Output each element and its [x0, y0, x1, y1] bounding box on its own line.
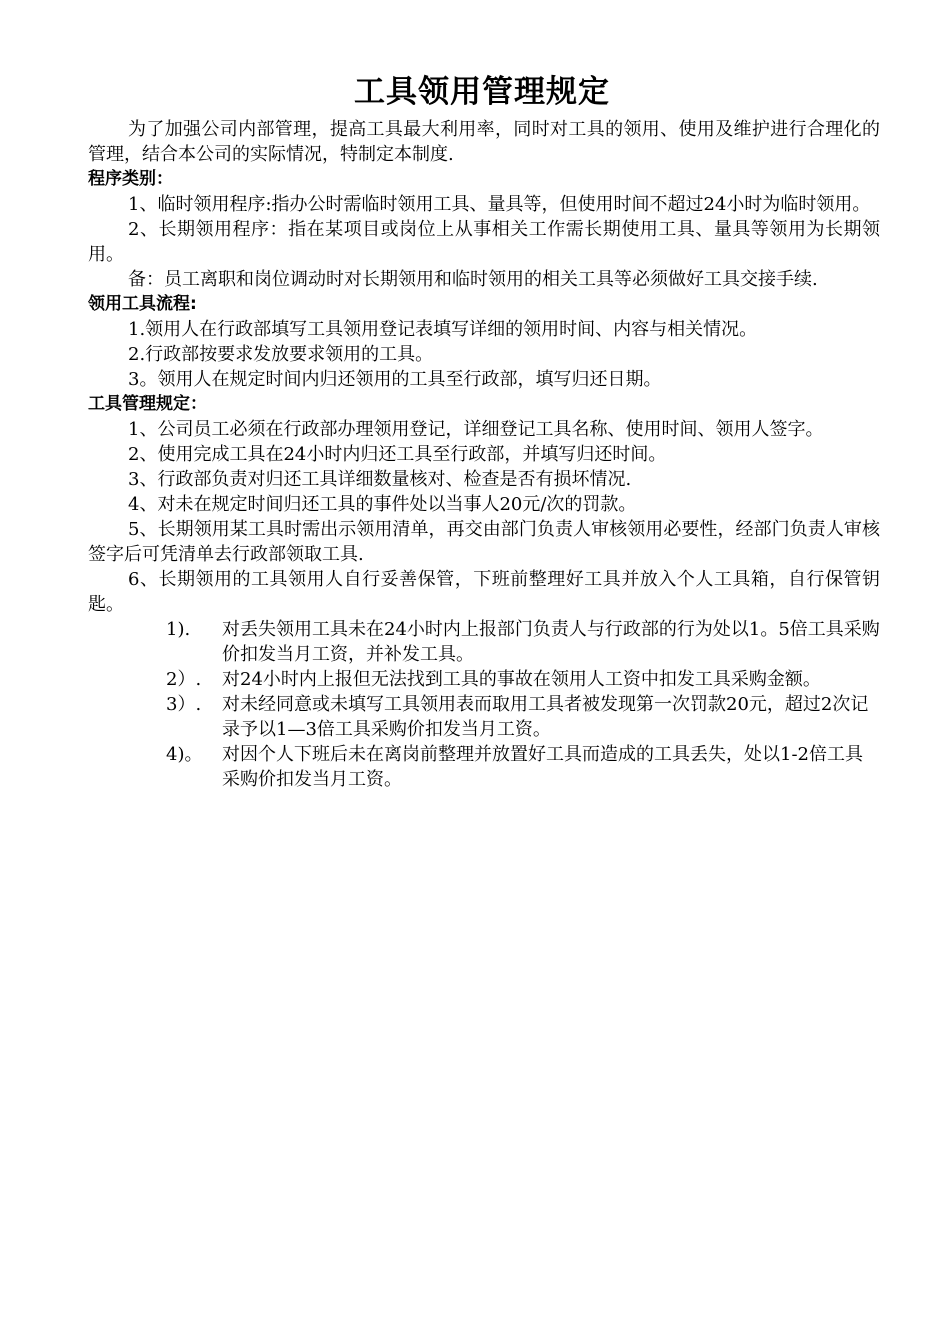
section-heading-process: 领用工具流程: [88, 294, 197, 314]
paragraph-note: 备：员工离职和岗位调动时对长期领用和临时领用的相关工具等必须做好工具交接手续. [128, 269, 818, 290]
sub-item-text: 对丢失领用工具未在24小时内上报部门负责人与行政部的行为处以1。5倍工具采购价扣发当月工资，并补发工具。 [222, 619, 880, 665]
paragraph-process-step-3: 3。领用人在规定时间内归还领用的工具至行政部，填写归还日期。 [128, 369, 662, 390]
sub-item-text: 对24小时内上报但无法找到工具的事故在领用人工资中扣发工具采购金额。 [222, 669, 821, 690]
document-title: 工具领用管理规定 [354, 74, 610, 110]
sub-item-1 [88, 617, 880, 667]
paragraph-rule-2: 2、使用完成工具在24小时内归还工具至行政部，并填写归还时间。 [128, 444, 667, 465]
paragraph-long-term-use: 2、长期领用程序：指在某项目或岗位上从事相关工作需长期使用工具、量具等领用为长期领用。 [88, 219, 880, 265]
paragraph-temporary-use: 1、临时领用程序:指办公时需临时领用工具、量具等，但使用时间不超过24小时为临时领用。 [128, 194, 871, 215]
intro-paragraph: 为了加强公司内部管理，提高工具最大利用率，同时对工具的领用、使用及维护进行合理化的管理，结合本公司的实际情况，特制定本制度. [88, 119, 880, 165]
sub-item-text: 对未经同意或未填写工具领用表而取用工具者被发现第一次罚款20元，超过2次记录予以1—3倍工具采购价扣发当月工资。 [222, 694, 869, 740]
paragraph-rule-4: 4、对未在规定时间归还工具的事件处以当事人20元/次的罚款。 [128, 494, 637, 515]
document-body [88, 117, 880, 792]
section-heading-management-rules: 工具管理规定： [88, 394, 207, 414]
paragraph-process-step-2: 2.行政部按要求发放要求领用的工具。 [128, 344, 434, 365]
section-heading-program-types: 程序类别： [88, 169, 173, 189]
sub-item-text: 对因个人下班后未在离岗前整理并放置好工具而造成的工具丢失，处以1-2倍工具采购价扣发当月工资。 [222, 744, 863, 790]
sub-item-number: 1). [166, 619, 191, 640]
sub-item-number: 4)。 [166, 744, 203, 765]
sub-item-2 [88, 667, 880, 692]
paragraph-rule-6: 6、长期领用的工具领用人自行妥善保管，下班前整理好工具并放入个人工具箱，自行保管钥匙。 [88, 569, 880, 615]
sub-item-number: 3）. [166, 694, 202, 715]
paragraph-rule-3: 3、行政部负责对归还工具详细数量核对、检查是否有损坏情况. [128, 469, 632, 490]
sub-item-4 [88, 742, 880, 792]
paragraph-rule-1: 1、公司员工必须在行政部办理领用登记，详细登记工具名称、使用时间、领用人签字。 [128, 419, 824, 440]
sub-item-3 [88, 692, 880, 742]
paragraph-process-step-1: 1.领用人在行政部填写工具领用登记表填写详细的领用时间、内容与相关情况。 [128, 319, 758, 340]
paragraph-rule-5: 5、长期领用某工具时需出示领用清单，再交由部门负责人审核领用必要性，经部门负责人审核签字后可凭清单去行政部领取工具. [88, 519, 880, 565]
sub-item-number: 2）. [166, 669, 202, 690]
